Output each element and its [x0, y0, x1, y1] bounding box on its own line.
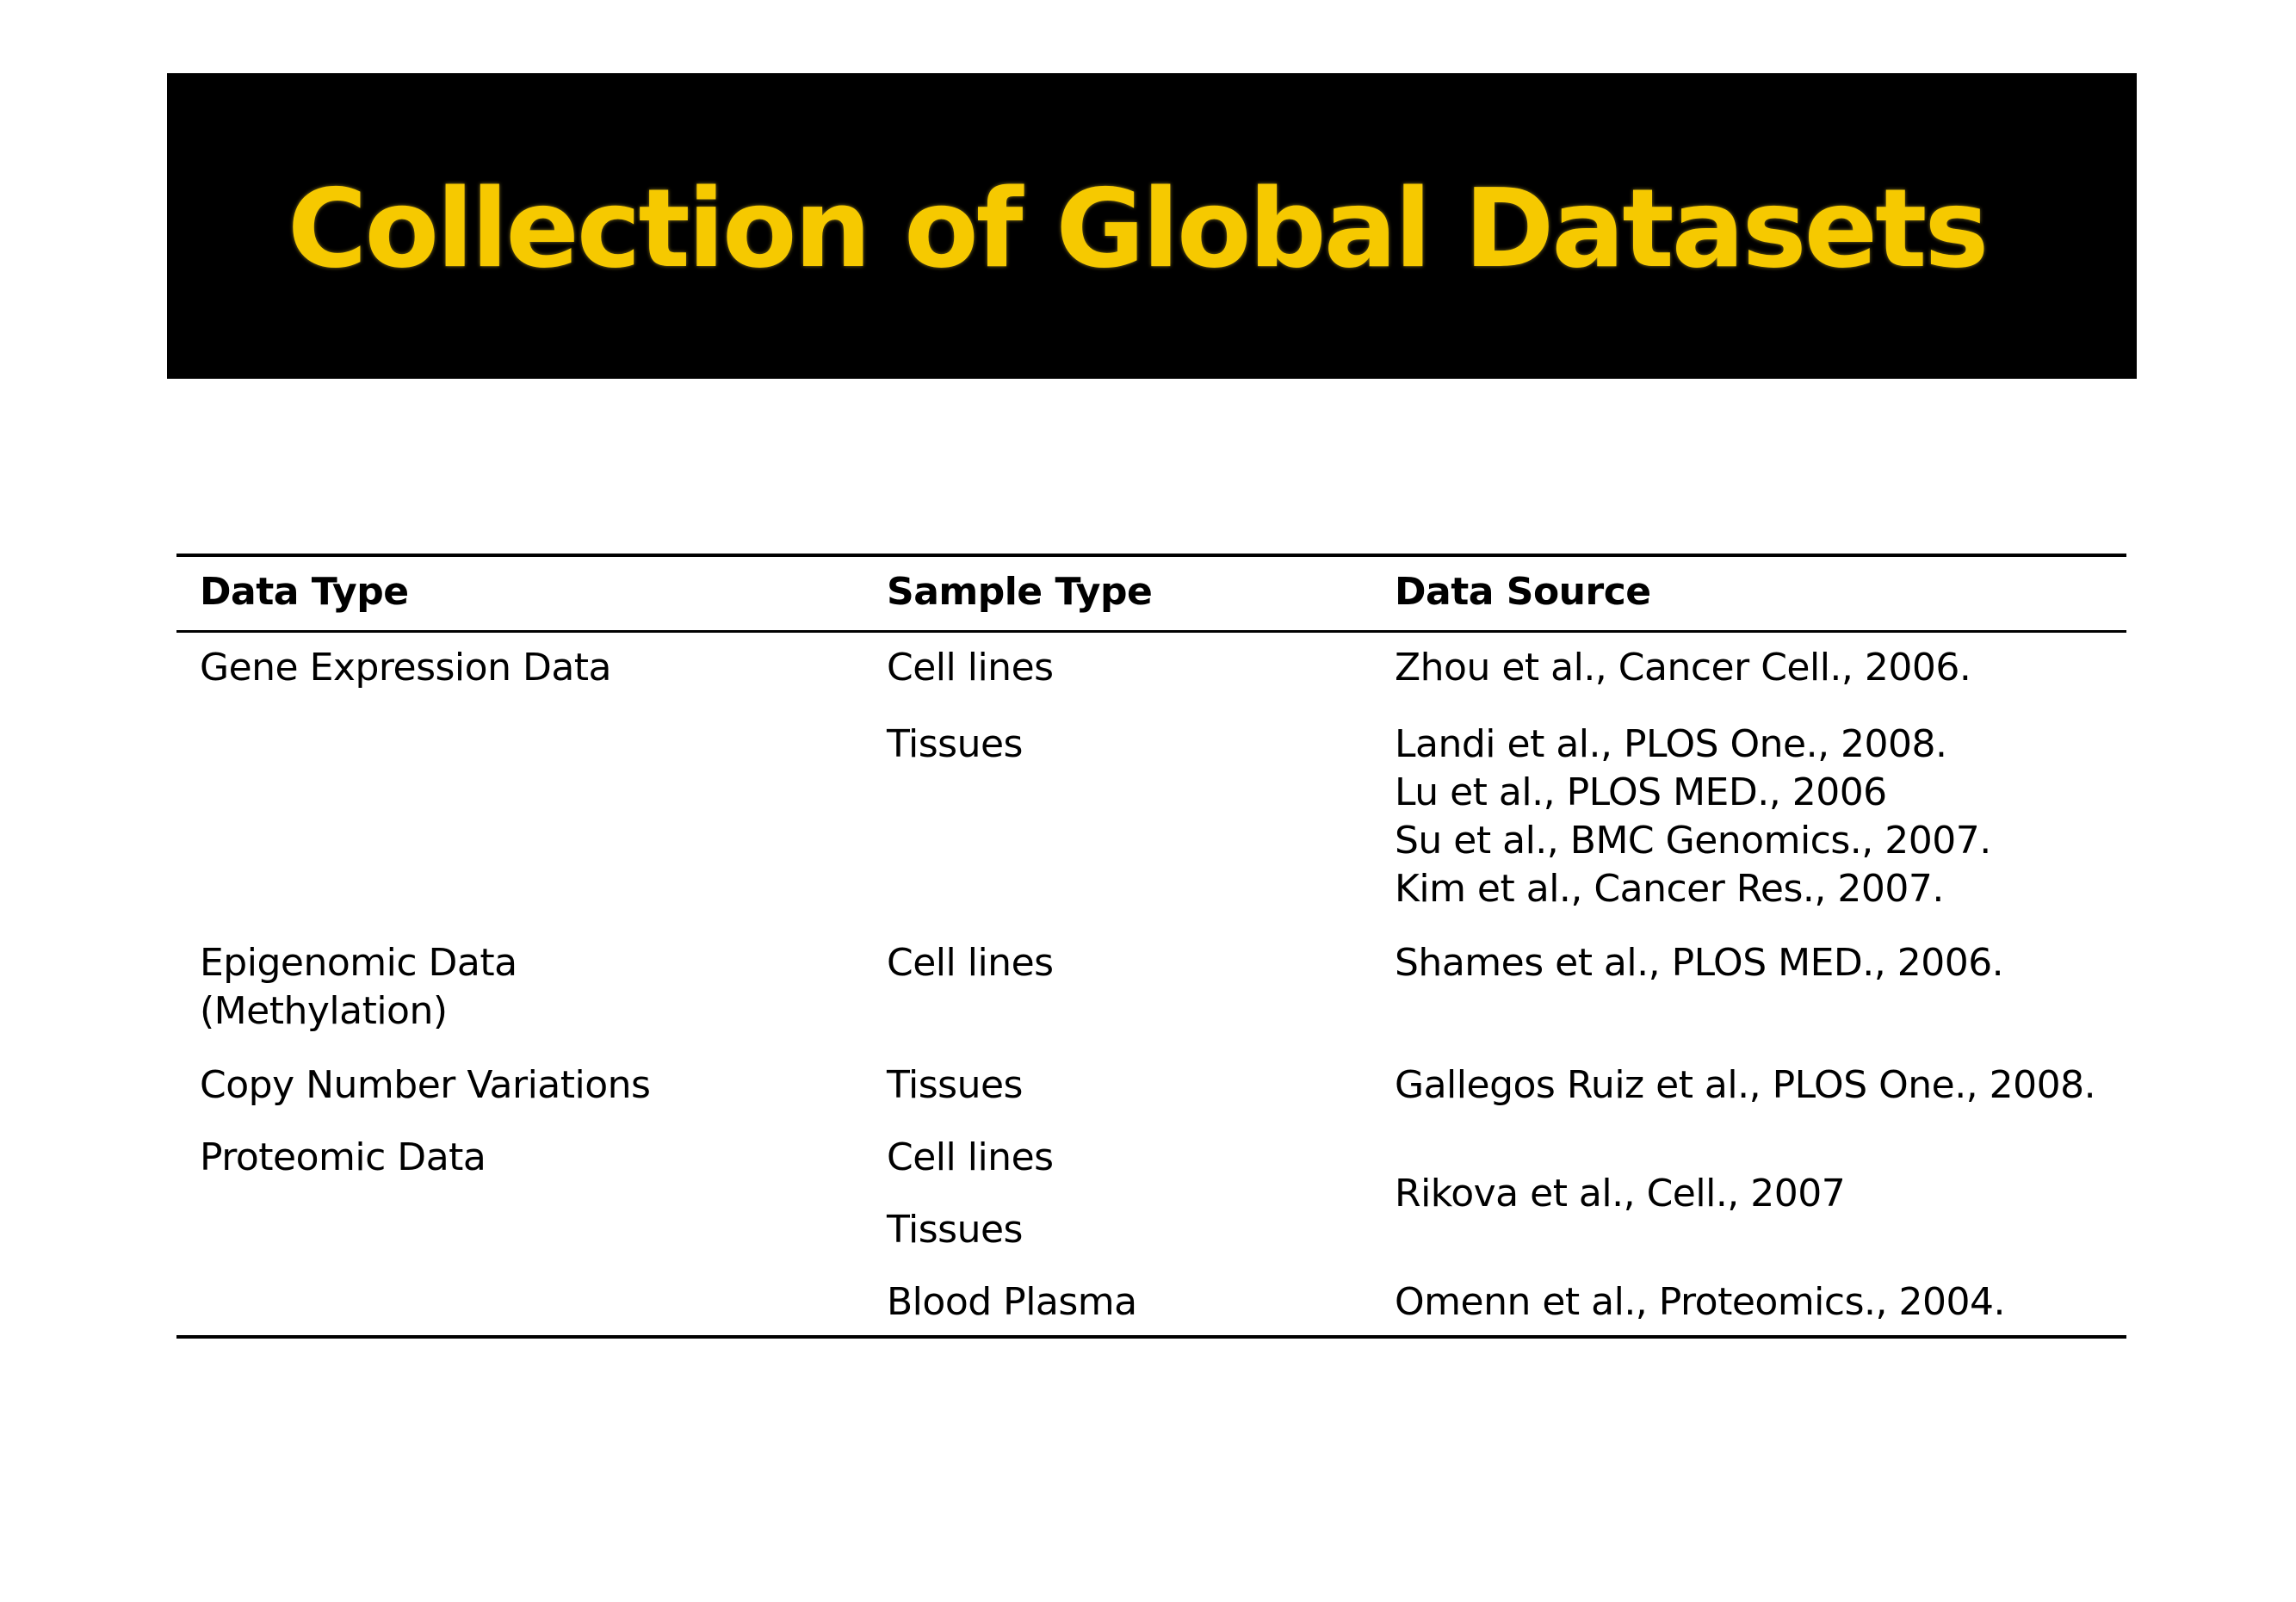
- header-data-type: Data Type: [200, 570, 409, 614]
- row-copy-number-source: Gallegos Ruiz et al., PLOS One., 2008.: [1395, 1063, 2096, 1107]
- row-gene-expression-source: Zhou et al., Cancer Cell., 2006.: [1395, 646, 1971, 690]
- slide-title: Collection of Global Datasets: [288, 165, 1987, 292]
- row-blood-plasma-sample-type: Blood Plasma: [887, 1280, 1137, 1324]
- row-proteomic-sample-type-1: Cell lines: [887, 1135, 1054, 1179]
- row-tissues-sample-type: Tissues: [887, 722, 1023, 766]
- row-gene-expression-sample-type: Cell lines: [887, 646, 1054, 690]
- row-tissues-source-2: Lu et al., PLOS MED., 2006: [1395, 770, 1887, 814]
- row-epigenomic-data-type-line-1: Epigenomic Data: [200, 941, 517, 985]
- row-tissues-source-3: Su et al., BMC Genomics., 2007.: [1395, 819, 1991, 863]
- row-tissues-source-1: Landi et al., PLOS One., 2008.: [1395, 722, 1947, 766]
- title-banner: [167, 73, 2137, 379]
- row-copy-number-data-type: Copy Number Variations: [200, 1063, 651, 1107]
- row-gene-expression-data-type: Gene Expression Data: [200, 646, 611, 690]
- table-top-rule: [176, 554, 2126, 557]
- header-sample-type: Sample Type: [887, 570, 1153, 614]
- row-epigenomic-data-type-line-2: (Methylation): [200, 989, 448, 1033]
- table-bottom-rule: [176, 1335, 2126, 1339]
- row-epigenomic-source: Shames et al., PLOS MED., 2006.: [1395, 941, 2004, 985]
- header-data-source: Data Source: [1395, 570, 1651, 614]
- row-copy-number-sample-type: Tissues: [887, 1063, 1023, 1107]
- table-header-rule: [176, 630, 2126, 633]
- row-blood-plasma-source: Omenn et al., Proteomics., 2004.: [1395, 1280, 2005, 1324]
- row-tissues-source-4: Kim et al., Cancer Res., 2007.: [1395, 867, 1944, 911]
- row-proteomic-sample-type-2: Tissues: [887, 1208, 1023, 1252]
- row-epigenomic-sample-type: Cell lines: [887, 941, 1054, 985]
- row-proteomic-data-type: Proteomic Data: [200, 1135, 486, 1179]
- row-proteomic-source: Rikova et al., Cell., 2007: [1395, 1172, 1846, 1215]
